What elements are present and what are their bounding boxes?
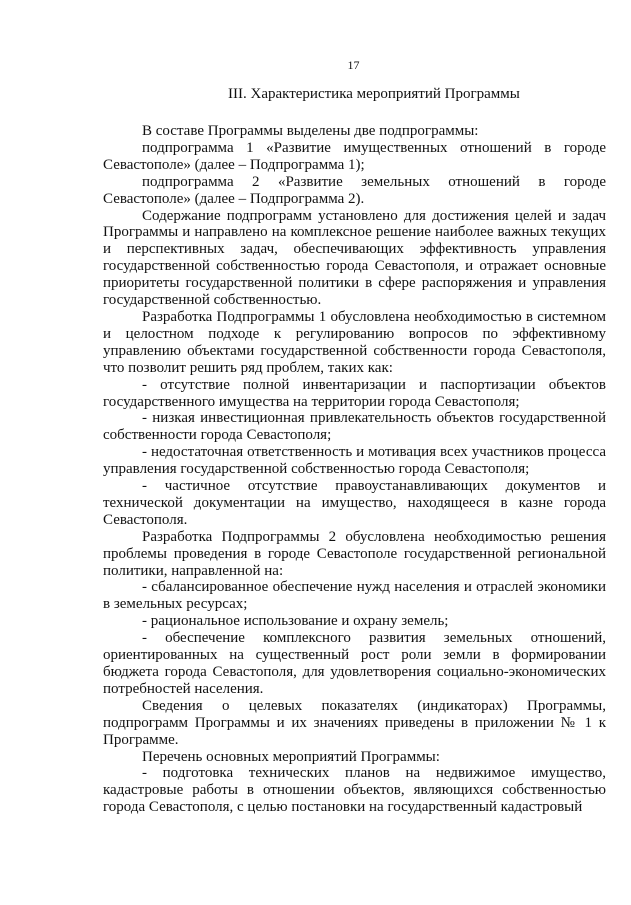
document-body xyxy=(103,123,606,816)
paragraph: Разработка Подпрограммы 2 обусловлена необходимостью решения проблемы проведения в городе Севастополе государственной региональной политики, направленной на: xyxy=(103,528,606,579)
paragraph: - низкая инвестиционная привлекательность объектов государственной собственности города Севастополя; xyxy=(103,410,606,444)
paragraph: Сведения о целевых показателях (индикаторах) Программы, подпрограмм Программы и их значениях приведены в приложении № 1 к Программе. xyxy=(103,697,606,748)
paragraph: - недостаточная ответственность и мотивация всех участников процесса управления государственной собственностью города Севастополя; xyxy=(103,444,606,478)
paragraph: В составе Программы выделены две подпрограммы: xyxy=(142,123,479,139)
paragraph: - подготовка технических планов на недвижимое имущество, кадастровые работы в отношении объектов, являющихся собственностью города Севастополя, с целью постановки на государственный кадастровый xyxy=(103,765,606,816)
paragraph: Содержание подпрограмм установлено для достижения целей и задач Программы и направлено на комплексное решение наиболее важных текущих и перспективных задач, обеспечивающих эффективность управления государственной собственностью города Севастополя, и отражает основные приоритеты государственной политики в сфере распоряжения и управления государственной собственностью. xyxy=(103,207,606,309)
paragraph: - обеспечение комплексного развития земельных отношений, ориентированных на существенный рост роли земли в формировании бюджета города Севастополя, для удовлетворения социально-экономических потребностей населения. xyxy=(103,630,606,697)
paragraph: подпрограмма 2 «Развитие земельных отношений в городе Севастополе» (далее – Подпрограмма 2). xyxy=(103,173,606,207)
paragraph: Разработка Подпрограммы 1 обусловлена необходимостью в системном и целостном подходе к регулированию вопросов по эффективному управлению объектами государственной собственности города Севастополя, что позволит решить ряд проблем, таких как: xyxy=(103,308,606,376)
section-heading: III. Характеристика мероприятий Программы xyxy=(228,86,520,102)
paragraph: - рациональное использование и охрану земель; xyxy=(142,613,449,630)
paragraph: - отсутствие полной инвентаризации и паспортизации объектов государственного имущества на территории города Севастополя; xyxy=(103,376,606,410)
paragraph: подпрограмма 1 «Развитие имущественных отношений в городе Севастополе» (далее – Подпрограмма 1); xyxy=(103,139,606,173)
paragraph: - сбалансированное обеспечение нужд населения и отраслей экономики в земельных ресурсах; xyxy=(103,579,606,613)
paragraph: - частичное отсутствие правоустанавливающих документов и технической документации на имущество, находящееся в казне города Севастополя. xyxy=(103,478,606,528)
paragraph: Перечень основных мероприятий Программы: xyxy=(142,748,440,765)
page-number: 17 xyxy=(347,58,360,72)
